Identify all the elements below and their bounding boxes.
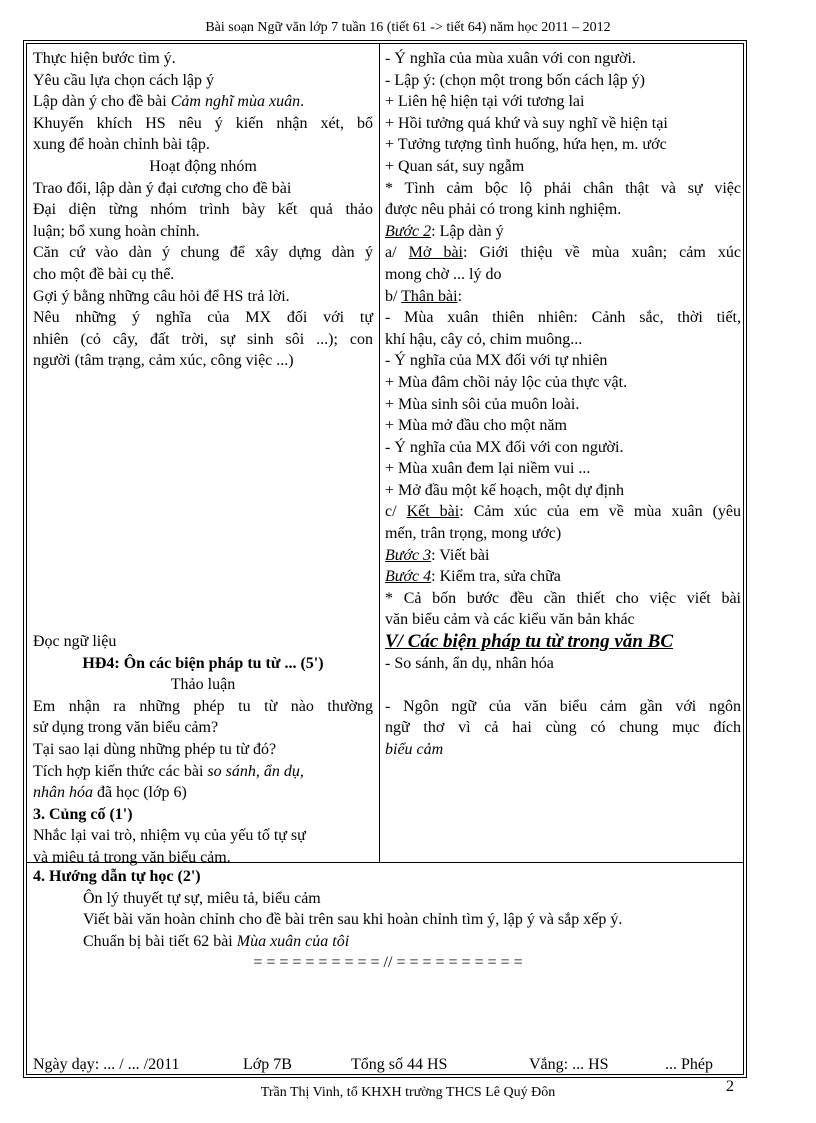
text-line: + Liên hệ hiện tại với tương lai <box>385 93 585 111</box>
text-line: - Ý nghĩa của MX đối với con người. <box>385 438 624 456</box>
text-line <box>33 931 743 953</box>
text-span: nhân hóa <box>33 784 93 802</box>
text-span: : Cảm xúc của em về mùa xuân (yêu <box>459 503 742 521</box>
step-heading <box>385 566 741 588</box>
text-line: + Mùa đâm chồi nảy lộc của thực vật. <box>385 373 628 391</box>
text-line: + Quan sát, suy ngẫm <box>385 157 525 175</box>
text-line: - Mùa xuân thiên nhiên: Cảnh sắc, thời tiết, <box>385 309 741 327</box>
text-line: Tại sao lại dùng những phép tu từ đó? <box>33 741 277 758</box>
page-footer: Trần Thị Vinh, tổ KHXH trường THCS Lê Quý Đôn <box>260 1085 556 1100</box>
lesson-title: Mùa xuân của tôi <box>236 932 350 950</box>
text-line: Thực hiện bước tìm ý. <box>33 50 176 67</box>
text-span: c/ <box>385 503 407 521</box>
text-span: : Viết bài <box>431 546 490 564</box>
text-span: so sánh, ẩn dụ, <box>207 762 304 780</box>
text-line: Em nhận ra những phép tu từ nào thường <box>33 697 373 715</box>
text-line <box>385 242 741 264</box>
column-divider <box>379 44 380 862</box>
text-span: a/ <box>385 244 409 262</box>
text-line: người (tâm trạng, cảm xúc, công việc ...) <box>33 352 294 370</box>
content-table <box>26 43 744 1075</box>
text-line: Viết bài văn hoàn chỉnh cho đề bài trên sau khi hoàn chỉnh tìm ý, lập ý và sắp xếp ý. <box>83 911 623 929</box>
text-line: Đại diện từng nhóm trình bày kết quả thảo <box>33 201 373 219</box>
text-line <box>33 761 373 783</box>
text-line: * Cả bốn bước đều cần thiết cho việc viết bài <box>385 589 741 607</box>
text-span: đã học (lớp 6) <box>93 784 187 802</box>
text-line: biểu cảm <box>385 741 444 758</box>
step-label: Bước 3 <box>385 546 432 564</box>
text-line: + Mở đầu một kế hoạch, một dự định <box>385 481 625 499</box>
class-label: Lớp 7B <box>243 1056 292 1073</box>
text-line: - Lập ý: (chọn một trong bốn cách lập ý) <box>385 71 645 89</box>
text-line: văn biểu cảm và các kiểu văn bản khác <box>385 611 635 629</box>
text-line: xung để hoàn chỉnh bài tập. <box>33 136 210 154</box>
text-line: + Tưởng tượng tình huống, hứa hẹn, m. ước <box>385 136 667 154</box>
text-line: Nêu những ý nghĩa của MX đối với tự <box>33 309 373 327</box>
text-line: Trao đổi, lập dàn ý đại cương cho đề bài <box>33 179 292 197</box>
text-line <box>385 286 741 308</box>
text-line: cho một đề bài cụ thể. <box>33 265 175 283</box>
teacher-activities-column <box>33 48 373 869</box>
text-span: Lập dàn ý cho đề bài <box>33 93 171 111</box>
text-span: Chuẩn bị bài tiết 62 bài <box>83 932 237 950</box>
text-line: mến, trân trọng, mong ước) <box>385 525 562 543</box>
text-line: - Ý nghĩa của mùa xuân với con người. <box>385 50 636 67</box>
text-span: Tích hợp kiến thức các bài <box>33 762 208 780</box>
content-column <box>385 48 741 761</box>
page-number: 2 <box>726 1078 734 1095</box>
absent-count: Vắng: ... HS <box>529 1056 609 1073</box>
text-line: nhiên (cỏ cây, đất trời, sự sinh sôi ...); con <box>33 330 373 348</box>
text-line: sử dụng trong văn biểu cảm? <box>33 719 219 737</box>
teaching-date: Ngày dạy: ... / ... /2011 <box>33 1056 180 1073</box>
step-heading <box>385 545 741 567</box>
consolidation-heading: 3. Củng cố (1') <box>33 805 133 823</box>
total-students: Tổng số 44 HS <box>351 1056 448 1073</box>
text-line: Ôn lý thuyết tự sự, miêu tả, biểu cảm <box>83 889 321 907</box>
text-line <box>33 91 373 113</box>
text-line: mong chờ ... lý do <box>385 265 502 283</box>
text-line <box>33 782 373 804</box>
text-span: b/ <box>385 287 402 305</box>
section-v-heading: V/ Các biện pháp tu từ trong văn BC <box>385 631 673 653</box>
text-span: . <box>300 93 305 111</box>
text-line: Yêu cầu lựa chọn cách lập ý <box>33 71 215 89</box>
text-span: : Lập dàn ý <box>431 222 504 240</box>
text-line: - Ngôn ngữ của văn biểu cảm gần với ngôn <box>385 697 741 715</box>
text-line: luận; bổ xung hoàn chỉnh. <box>33 222 200 240</box>
text-line: Gợi ý bằng những câu hỏi để HS trả lời. <box>33 287 290 305</box>
intro-label: Mở bài <box>408 244 463 262</box>
text-line: + Mùa mở đầu cho một năm <box>385 417 567 435</box>
body-label: Thân bài <box>401 287 458 305</box>
text-line: và miêu tả trong văn biểu cảm. <box>33 848 231 866</box>
text-line: * Tình cảm bộc lộ phải chân thật và sự việc <box>385 179 741 197</box>
activity-heading: HĐ4: Ôn các biện pháp tu từ ... (5') <box>82 654 324 672</box>
step-label: Bước 4 <box>385 568 432 586</box>
text-line: - Ý nghĩa của MX đối với tự nhiên <box>385 352 608 370</box>
text-line <box>385 501 741 523</box>
page-frame <box>23 40 747 1078</box>
text-line: + Mùa xuân đem lại niềm vui ... <box>385 460 591 478</box>
text-span: : <box>457 287 463 305</box>
text-span: : Giới thiệu về mùa xuân; cảm xúc <box>463 244 742 262</box>
page-header: Bài soạn Ngữ văn lớp 7 tuần 16 (tiết 61 -> tiết 64) năm học 2011 – 2012 <box>205 20 611 35</box>
conclusion-label: Kết bài <box>406 503 460 521</box>
text-line: - So sánh, ẩn dụ, nhân hóa <box>385 654 554 672</box>
text-line: + Mùa sinh sôi của muôn loài. <box>385 395 580 413</box>
permission-count: ... Phép <box>665 1056 713 1073</box>
section-heading: Hoạt động nhóm <box>149 157 257 175</box>
text-line: ngữ thơ vì cả hai cùng có chung mục đích <box>385 719 741 737</box>
text-line: được nêu phải có trong kinh nghiệm. <box>385 201 622 219</box>
text-line: khí hậu, cây cỏ, chim muông... <box>385 330 583 348</box>
section-heading: Thảo luận <box>170 676 236 694</box>
text-line: Căn cứ vào dàn ý chung để xây dựng dàn ý <box>33 244 373 262</box>
step-label: Bước 2 <box>385 222 432 240</box>
topic-title: Cảm nghĩ mùa xuân <box>170 93 301 111</box>
text-line: Nhắc lại vai trò, nhiệm vụ của yếu tố tự sự <box>33 827 306 845</box>
self-study-section <box>33 866 743 974</box>
divider-line: = = = = = = = = = = // = = = = = = = = = = <box>253 954 523 972</box>
step-heading <box>385 221 741 243</box>
text-line: + Hồi tưởng quá khứ và suy nghĩ về hiện tại <box>385 114 668 132</box>
self-study-heading: 4. Hướng dẫn tự học (2') <box>33 868 201 885</box>
text-span: : Kiểm tra, sửa chữa <box>431 568 561 586</box>
text-line: Đọc ngữ liệu <box>33 633 117 651</box>
text-line: Khuyến khích HS nêu ý kiến nhận xét, bổ <box>33 114 373 132</box>
